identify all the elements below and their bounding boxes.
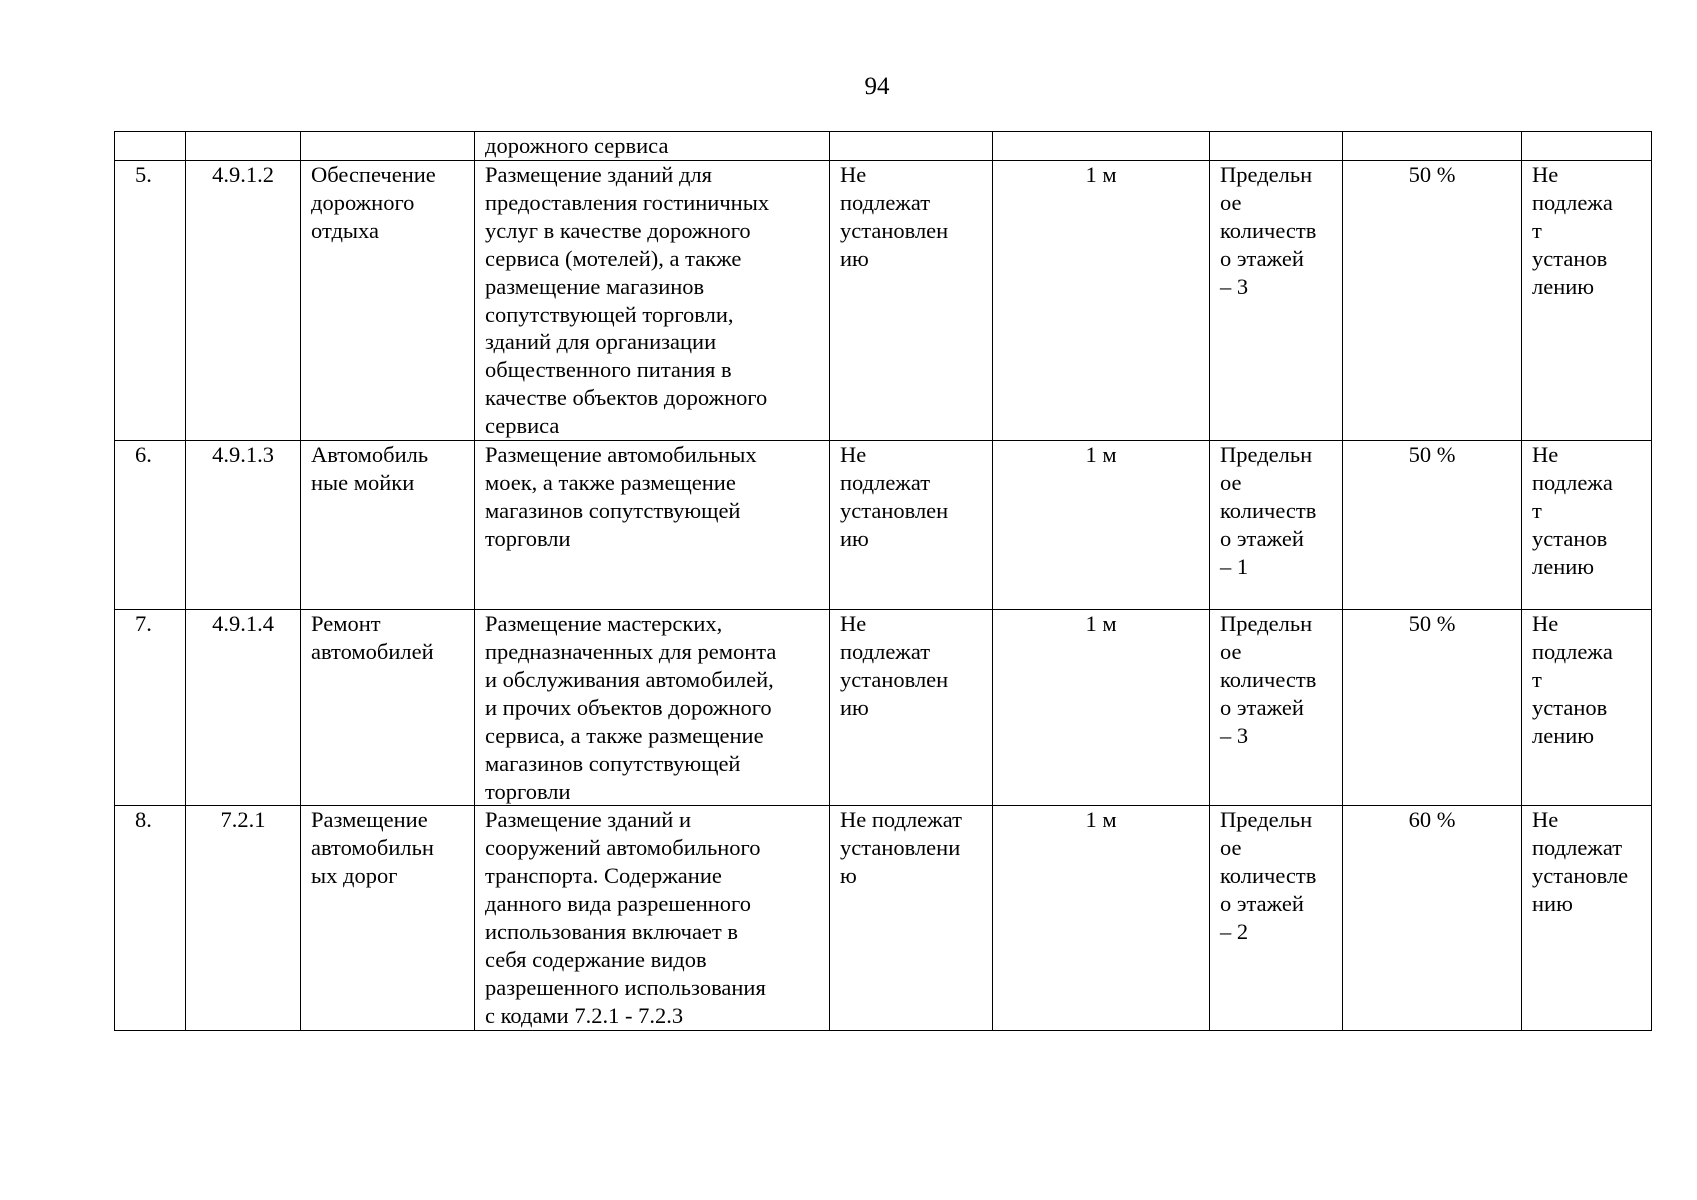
cell-num: 5. <box>115 161 186 441</box>
cell-floors: Предельн ое количеств о этажей – 1 <box>1210 441 1343 610</box>
cell-code: 4.9.1.4 <box>186 610 301 806</box>
table-row <box>115 806 1652 1030</box>
cell-description: Размещение зданий для предоставления гостиничных услуг в качестве дорожного сервиса (мотелей), а также размещение магазинов сопутствующей торговли, зданий для организации общественного питания в качестве объектов дорожного сервиса <box>475 161 830 441</box>
cell-area <box>830 132 993 161</box>
table-row <box>115 610 1652 806</box>
cell-code: 7.2.1 <box>186 806 301 1030</box>
cell-name: Размещение автомобильн ых дорог <box>301 806 475 1030</box>
cell-area: Не подлежат установлен ию <box>830 161 993 441</box>
cell-code: 4.9.1.2 <box>186 161 301 441</box>
cell-name: Обеспечение дорожного отдыха <box>301 161 475 441</box>
cell-area: Не подлежат установлен ию <box>830 441 993 610</box>
cell-setback: 1 м <box>993 610 1210 806</box>
cell-other: Не подлежа т установ лению <box>1522 441 1652 610</box>
cell-other: Не подлежат установле нию <box>1522 806 1652 1030</box>
cell-code <box>186 132 301 161</box>
cell-description: Размещение автомобильных моек, а также размещение магазинов сопутствующей торговли <box>475 441 830 610</box>
cell-setback: 1 м <box>993 161 1210 441</box>
cell-num: 6. <box>115 441 186 610</box>
cell-other <box>1522 132 1652 161</box>
cell-description: дорожного сервиса <box>475 132 830 161</box>
cell-floors: Предельн ое количеств о этажей – 3 <box>1210 610 1343 806</box>
table-row-continuation <box>115 132 1652 161</box>
cell-floors: Предельн ое количеств о этажей – 3 <box>1210 161 1343 441</box>
cell-other: Не подлежа т установ лению <box>1522 610 1652 806</box>
cell-setback: 1 м <box>993 806 1210 1030</box>
cell-floors: Предельн ое количеств о этажей – 2 <box>1210 806 1343 1030</box>
cell-name: Ремонт автомобилей <box>301 610 475 806</box>
page-number: 94 <box>864 73 890 100</box>
cell-num: 7. <box>115 610 186 806</box>
cell-num <box>115 132 186 161</box>
cell-description: Размещение зданий и сооружений автомобильного транспорта. Содержание данного вида разрешенного использования включает в себя содержание видов разрешенного использования с кодами 7.2.1 - 7.2.3 <box>475 806 830 1030</box>
cell-area: Не подлежат установлени ю <box>830 806 993 1030</box>
table-row <box>115 161 1652 441</box>
cell-name <box>301 132 475 161</box>
cell-code: 4.9.1.3 <box>186 441 301 610</box>
cell-num: 8. <box>115 806 186 1030</box>
cell-coverage: 60 % <box>1343 806 1522 1030</box>
cell-coverage: 50 % <box>1343 441 1522 610</box>
cell-other: Не подлежа т установ лению <box>1522 161 1652 441</box>
cell-coverage <box>1343 132 1522 161</box>
cell-coverage: 50 % <box>1343 161 1522 441</box>
land-use-table <box>114 131 1652 1031</box>
table-row <box>115 441 1652 610</box>
cell-description: Размещение мастерских, предназначенных для ремонта и обслуживания автомобилей, и прочих объектов дорожного сервиса, а также размещение магазинов сопутствующей торговли <box>475 610 830 806</box>
cell-floors <box>1210 132 1343 161</box>
cell-setback: 1 м <box>993 441 1210 610</box>
cell-name: Автомобиль ные мойки <box>301 441 475 610</box>
cell-area: Не подлежат установлен ию <box>830 610 993 806</box>
cell-setback <box>993 132 1210 161</box>
cell-coverage: 50 % <box>1343 610 1522 806</box>
